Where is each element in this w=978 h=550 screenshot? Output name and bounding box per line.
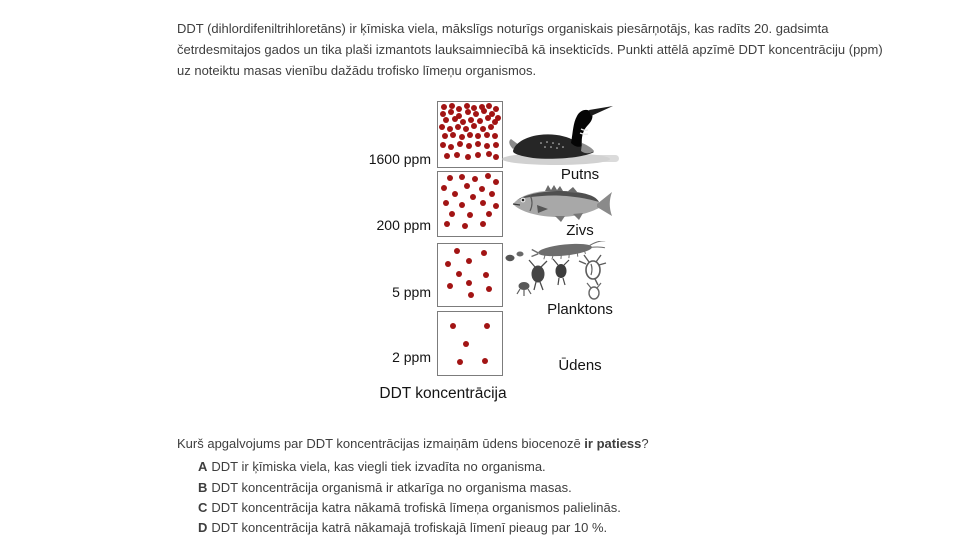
ddt-dot <box>492 133 498 139</box>
ddt-dot <box>468 292 474 298</box>
ddt-dot <box>465 109 471 115</box>
ddt-dot <box>475 152 481 158</box>
option-text: DDT koncentrācija organismā ir atkarīga no organisma masas. <box>211 480 572 495</box>
ddt-dot <box>463 126 469 132</box>
ddt-dot <box>463 341 469 347</box>
option-letter: A <box>198 459 208 474</box>
answer-option-d[interactable] <box>198 520 607 535</box>
concentration-box-5 <box>437 243 503 307</box>
ddt-dot <box>466 280 472 286</box>
ddt-dot <box>479 186 485 192</box>
ddt-dot <box>472 176 478 182</box>
ddt-dot <box>484 323 490 329</box>
ddt-dot <box>468 117 474 123</box>
ddt-dot <box>452 116 458 122</box>
organism-label-plankton: Planktons <box>547 301 613 318</box>
ddt-dot <box>442 133 448 139</box>
ddt-dot <box>457 141 463 147</box>
organism-label-bird: Putns <box>560 166 600 183</box>
ddt-dot <box>454 248 460 254</box>
ddt-dot <box>440 111 446 117</box>
ddt-dot <box>483 272 489 278</box>
intro-paragraph <box>177 18 883 81</box>
ddt-dot <box>481 250 487 256</box>
ddt-dot <box>471 123 477 129</box>
ddt-dot <box>459 174 465 180</box>
ddt-dot <box>466 143 472 149</box>
organism-label-fish: Zivs <box>566 222 594 239</box>
question-text-regular: Kurš apgalvojums par DDT koncentrācijas izmaiņām ūdens biocenozē <box>177 436 585 451</box>
ddt-dot <box>448 109 454 115</box>
plankton-illustration <box>503 241 615 303</box>
ddt-dot <box>450 323 456 329</box>
intro-line: četrdesmitajos gados un tika plaši izmantots lauksaimniecībā kā insekticīds. Punkti attēlā apzīmē DDT koncentrāciju (ppm) <box>177 42 883 57</box>
ddt-dot <box>460 119 466 125</box>
ddt-dot <box>470 194 476 200</box>
ddt-dot <box>486 151 492 157</box>
ddt-dot <box>450 132 456 138</box>
ddt-dot <box>473 111 479 117</box>
ddt-dot <box>477 118 483 124</box>
concentration-box-1600 <box>437 101 503 168</box>
ddt-dot <box>493 203 499 209</box>
ddt-dot <box>480 200 486 206</box>
ddt-dot <box>466 258 472 264</box>
bird-illustration <box>501 99 619 169</box>
ddt-dot <box>443 117 449 123</box>
ddt-dot <box>467 212 473 218</box>
ddt-dot <box>447 175 453 181</box>
ddt-dot <box>486 103 492 109</box>
ddt-dot <box>485 115 491 121</box>
question-text-end: ? <box>641 436 649 451</box>
ddt-dot <box>457 359 463 365</box>
ddt-dot <box>449 103 455 109</box>
ddt-dot <box>493 179 499 185</box>
ddt-dot <box>444 153 450 159</box>
answer-option-c[interactable] <box>198 500 621 515</box>
ddt-dot <box>484 143 490 149</box>
ddt-dot <box>449 211 455 217</box>
ppm-label-200: 200 ppm <box>376 217 431 233</box>
ddt-dot <box>471 105 477 111</box>
ddt-dot <box>485 173 491 179</box>
ddt-dot <box>464 183 470 189</box>
ddt-dot <box>459 202 465 208</box>
fish-illustration <box>507 183 615 225</box>
answer-option-a[interactable] <box>198 459 546 474</box>
concentration-box-2 <box>437 311 503 376</box>
ddt-dot <box>440 142 446 148</box>
ddt-dot <box>441 104 447 110</box>
ddt-dot <box>467 132 473 138</box>
question-text <box>177 436 649 451</box>
ddt-dot <box>481 108 487 114</box>
ddt-dot <box>445 261 451 267</box>
ppm-label-1600: 1600 ppm <box>368 151 431 167</box>
ddt-dot <box>488 124 494 130</box>
option-text: DDT koncentrācija katrā nākamajā trofiskajā līmenī pieaug par 10 %. <box>211 520 608 535</box>
ddt-dot <box>454 152 460 158</box>
intro-line: DDT (dihlordifeniltrihloretāns) ir ķīmiska viela, mākslīgs noturīgs organiskais piesārņotājs, kas radīts 20. gadsimta <box>177 21 829 36</box>
ddt-dot <box>448 144 454 150</box>
ddt-dot <box>447 126 453 132</box>
ddt-dot <box>480 221 486 227</box>
ddt-dot <box>489 191 495 197</box>
ddt-dot <box>493 142 499 148</box>
option-letter: D <box>198 520 208 535</box>
ddt-dot <box>480 126 486 132</box>
ddt-dot <box>493 154 499 160</box>
ddt-dot <box>456 271 462 277</box>
answer-option-b[interactable] <box>198 480 572 495</box>
ddt-dot <box>455 124 461 130</box>
ddt-dot <box>486 211 492 217</box>
ddt-dot <box>441 185 447 191</box>
diagram-caption: DDT koncentrācija <box>379 385 507 402</box>
ddt-dot <box>447 283 453 289</box>
ddt-dot <box>484 132 490 138</box>
ppm-label-2: 2 ppm <box>392 349 431 365</box>
ddt-dot <box>486 286 492 292</box>
ddt-dot <box>465 154 471 160</box>
ddt-dot <box>462 223 468 229</box>
option-text: DDT ir ķīmiska viela, kas viegli tiek izvadīta no organisma. <box>211 459 546 474</box>
ddt-dot <box>482 358 488 364</box>
ddt-dot <box>443 200 449 206</box>
ddt-dot <box>452 191 458 197</box>
option-letter: C <box>198 500 208 515</box>
option-letter: B <box>198 480 208 495</box>
ddt-dot <box>459 134 465 140</box>
ddt-dot <box>456 106 462 112</box>
ppm-label-5: 5 ppm <box>392 284 431 300</box>
ddt-dot <box>475 133 481 139</box>
ddt-dot <box>475 141 481 147</box>
option-text: DDT koncentrācija katra nākamā trofiskā līmeņa organismos palielinās. <box>211 500 621 515</box>
organism-label-water: Ūdens <box>558 357 602 374</box>
ddt-dot <box>439 124 445 130</box>
intro-line: uz noteiktu masas vienību dažādu trofisko līmeņu organismos. <box>177 63 537 78</box>
question-text-bold: ir patiess <box>584 436 642 451</box>
ddt-dot <box>464 103 470 109</box>
ddt-dot <box>444 221 450 227</box>
concentration-box-200 <box>437 171 503 237</box>
